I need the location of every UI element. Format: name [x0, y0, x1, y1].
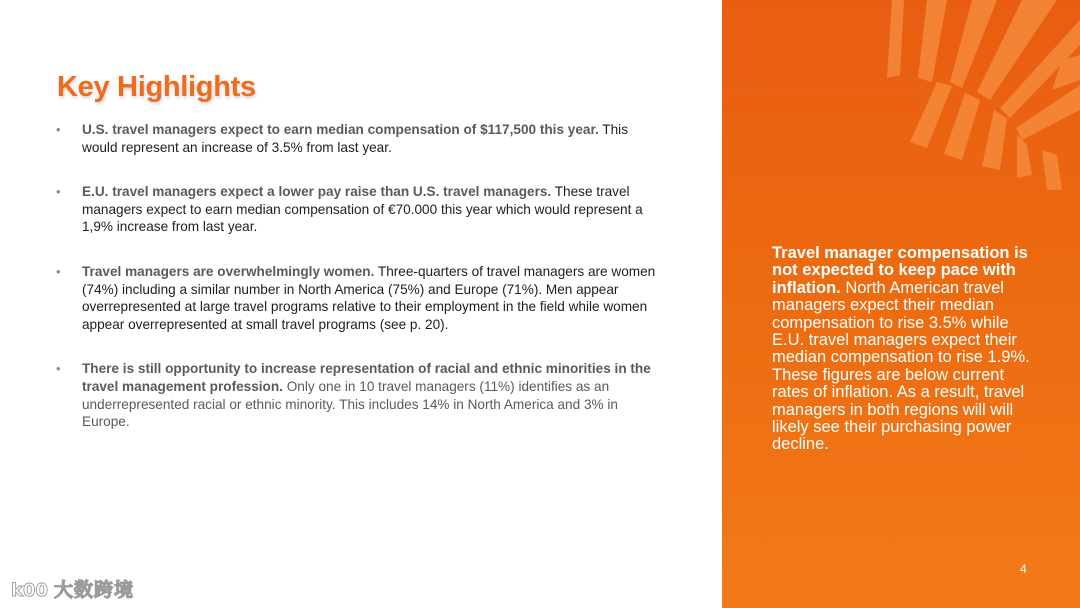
bullet-dot-icon: • [56, 184, 61, 200]
sidebar-lead: Travel manager compensation is not expected to keep pace with inflation. [772, 244, 1028, 297]
highlights-list [55, 121, 667, 431]
highlight-item [55, 121, 667, 156]
sun-rays-icon [722, 0, 1080, 240]
highlight-item [55, 360, 667, 430]
highlight-item [55, 263, 667, 333]
highlight-body: Only one in 10 travel managers (11%) identifies as an underrepresented racial or ethnic minority. This includes 14% in North America and 3% in Europe. [82, 378, 618, 430]
bullet-dot-icon: • [56, 122, 61, 137]
highlight-body: This would represent an increase of 3.5% from last year. [82, 122, 628, 155]
highlight-body: Three-quarters of travel managers are women (74%) including a similar number in North America (75%) and Europe (71%). Men appear overrepresented at large travel programs relative to their employment in the field while women appear overrepresented at small travel programs (see p. 20). [82, 263, 656, 332]
sidebar-panel [722, 0, 1080, 608]
watermark-logo-text: k00 [11, 579, 48, 601]
highlight-item [55, 183, 667, 236]
watermark-text: 大数跨境 [54, 579, 135, 601]
bullet-dot-icon: • [56, 361, 61, 377]
highlight-lead: Travel managers are overwhelmingly women. [82, 263, 375, 279]
bullet-dot-icon: • [56, 263, 61, 279]
watermark [10, 575, 134, 602]
highlight-lead: U.S. travel managers expect to earn median compensation of $117,500 this year. [82, 122, 599, 137]
sidebar-text [772, 245, 1042, 454]
slide-title: Key Highlights [57, 71, 256, 104]
highlight-lead: E.U. travel managers expect a lower pay raise than U.S. travel managers. [82, 184, 552, 200]
highlight-body: These travel managers expect to earn median compensation of €70.000 this year which would represent a 1,9% increase from last year. [82, 184, 643, 235]
watermark-logo-icon [10, 577, 48, 601]
page-number: 4 [1020, 562, 1027, 576]
highlight-lead: There is still opportunity to increase representation of racial and ethnic minorities in the travel management profession. [82, 361, 651, 394]
sidebar-body: North American travel managers expect their median compensation to rise 3.5% while E.U. travel managers expect their median compensation to rise 1.9%. These figures are below current rates of inflation. As a result, travel managers in both regions will will likely see their purchasing power decline. [772, 278, 1030, 454]
